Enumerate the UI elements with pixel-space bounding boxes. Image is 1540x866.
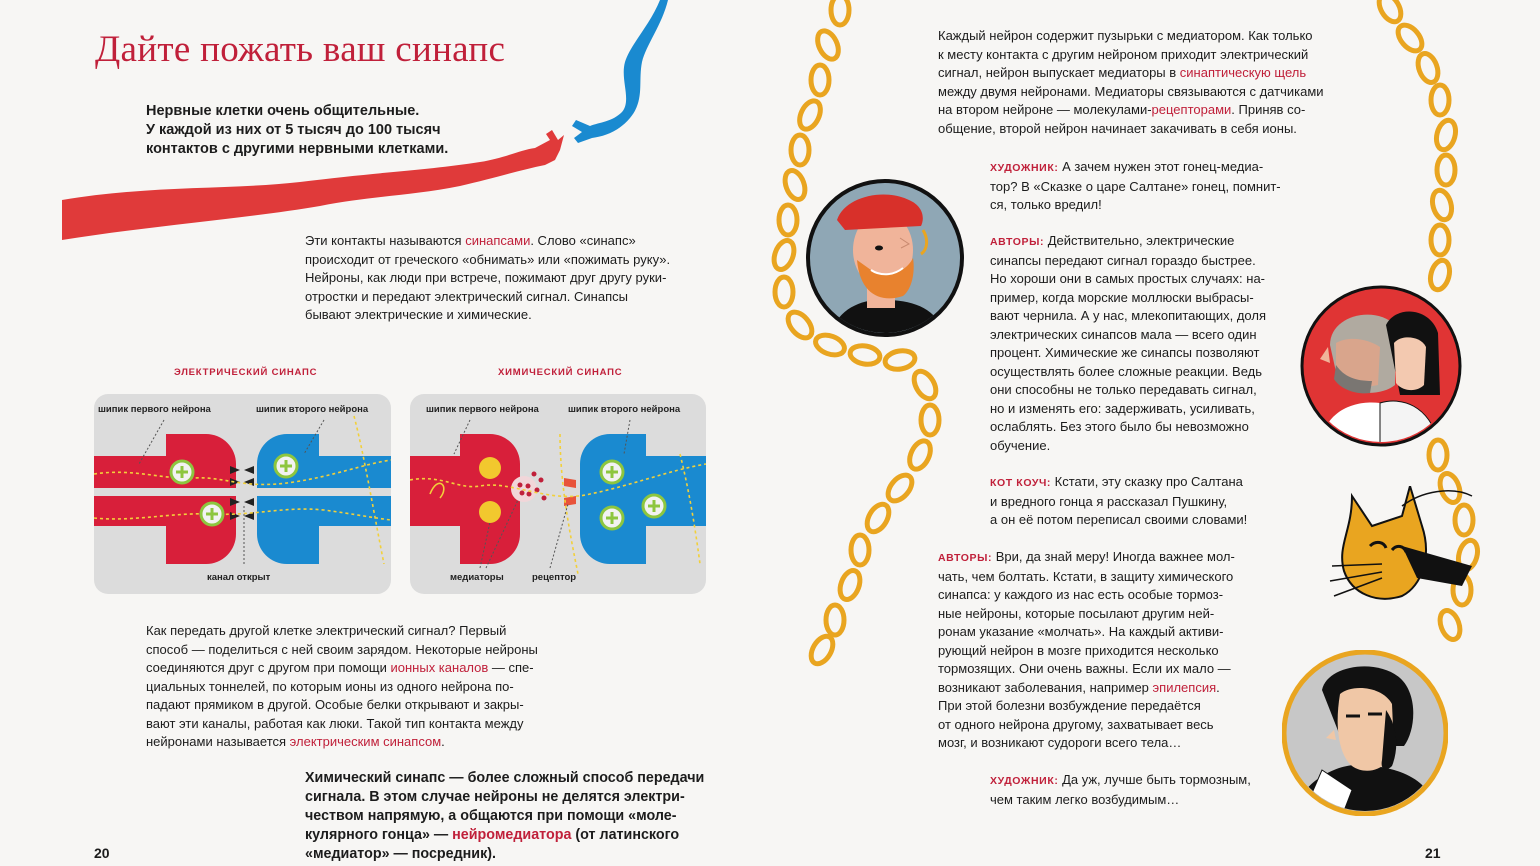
term-epilepsy: эпилепсия <box>1152 679 1217 695</box>
electric-synapse-heading: ЭЛЕКТРИЧЕСКИЙ СИНАПС <box>174 367 318 378</box>
electric-synapse-diagram <box>94 394 391 594</box>
label-mediators: медиаторы <box>450 572 504 583</box>
chemical-synapse-paragraph: Химический синапс — более сложный способ передачи сигнала. В этом случае нейроны не делятся электри- чеством напрямую, а общаются при помощи «моле- кулярного гонца» — нейромедиатора (от латинского «медиатор» — посредник). <box>305 770 705 862</box>
speaker-label: ХУДОЖНИК: <box>990 162 1059 174</box>
lead-line: контактов с другими нервными клетками. <box>146 141 449 157</box>
label-second-spine: шипик второго нейрона <box>256 404 369 415</box>
label-receptor: рецептор <box>532 572 577 583</box>
pushkin-portrait-icon <box>1282 650 1448 816</box>
term-synapses: синапсами <box>465 233 531 248</box>
speaker-label: АВТОРЫ: <box>938 552 993 564</box>
chemical-synapse-heading: ХИМИЧЕСКИЙ СИНАПС <box>498 367 623 378</box>
term-receptors: рецепторами <box>1151 102 1232 117</box>
dialogue-cat-coach: КОТ КОУЧ: Кстати, эту сказку про Салтана и вредного гонца я рассказал Пушкину, а он её потом переписал своими словами! <box>990 474 1248 527</box>
label-second-spine: шипик второго нейрона <box>568 404 681 415</box>
authors-portrait-icon <box>1300 285 1462 447</box>
speaker-label: АВТОРЫ: <box>990 236 1045 248</box>
electric-synapse-paragraph: Как передать другой клетке электрический сигнал? Первый способ — поделиться с ней своим зарядом. Некоторые нейроны соединяются друг с другом при помощи ионных каналов — спе- циальных тоннелей, по которым ионы из одного нейрона по- падают прямиком в другой. Особые белки открывают и закры- вают эти каналы, работая как люки. Такой тип контакта между нейронами называется электрическим синапсом. <box>146 623 538 749</box>
dialogue-artist-2: ХУДОЖНИК: Да уж, лучше быть тормозным, чем таким легко возбудимым… <box>990 772 1251 807</box>
dialogue-authors-2: АВТОРЫ: Ври, да знай меру! Иногда важнее мол- чать, чем болтать. Кстати, в защиту химического синапса: у каждого из нас есть особые тормоз- ные нейроны, которые посылают другим ней- ронам указание «молчать». На каждый активи- рующий нейрон в мозге приходится несколько тормозящих. Они очень важны. Если их мало — возникают заболевания, например эпилепсия. При этой болезни возбуждение передаётся от одного нейрона другому, захватывает весь мозг, и возникают судороги всего тела… <box>938 549 1235 750</box>
label-first-spine: шипик первого нейрона <box>426 404 539 415</box>
lead-line: Нервные клетки очень общительные. <box>146 103 420 119</box>
chemical-synapse-diagram <box>410 394 706 594</box>
page-title: Дайте пожать ваш синапс <box>95 29 506 70</box>
term-electric-synapse: электрическим синапсом <box>289 734 442 749</box>
speaker-label: КОТ КОУЧ: <box>990 477 1052 489</box>
artist-portrait-icon <box>805 178 965 338</box>
intro-paragraph: Эти контакты называются синапсами. Слово «синапс» происходит от греческого «обнимать» или «пожимать руку». Нейроны, как люди при встрече, пожимают друг другу руки- отростки и передают электрический сигнал. Синапсы бывают электрические и химические. <box>305 233 671 322</box>
label-first-spine: шипик первого нейрона <box>98 404 211 415</box>
dialogue-artist-1: ХУДОЖНИК: А зачем нужен этот гонец-медиа- тор? В «Сказке о царе Салтане» гонец, помнит- ся, только вредил! <box>990 159 1281 212</box>
lead-line: У каждой из них от 5 тысяч до 100 тысяч <box>146 122 441 138</box>
page-number-right: 21 <box>1425 845 1441 861</box>
right-intro-paragraph: Каждый нейрон содержит пузырьки с медиатором. Как только к месту контакта с другим нейроном приходит электрический сигнал, нейрон выпускает медиаторы в синаптическую щель между двумя нейронами. Медиаторы связываются с датчиками на втором нейроне — молекулами-рецепторами. Приняв со- общение, второй нейрон начинает закачивать в себя ионы. <box>938 28 1324 136</box>
term-neuromediator: нейромедиатора <box>452 827 572 843</box>
lead-paragraph <box>146 102 448 159</box>
label-channel-open: канал открыт <box>207 572 271 583</box>
cat-coach-icon <box>1322 486 1482 616</box>
blue-arm-icon <box>572 0 668 143</box>
term-ion-channels: ионных каналов <box>390 660 489 675</box>
page-number-left: 20 <box>94 845 110 861</box>
dialogue-authors-1: АВТОРЫ: Действительно, электрические синапсы передают сигнал гораздо быстрее. Но хороши они в самых простых случаях: на- пример, когда морские моллюски выбрасы- вают чернила. А у нас, млекопитающих, доля электрических синапсов мала — всего один процент. Химические же синапсы позволяют осуществлять более сложные реакции. Ведь они способны не только передавать сигнал, но и изменять его: задерживать, усиливать, ослаблять. Без этого было бы невозможно обучение. <box>990 233 1267 453</box>
speaker-label: ХУДОЖНИК: <box>990 775 1059 787</box>
chain-illustration <box>760 0 960 866</box>
term-synaptic-cleft: синаптическую щель <box>1179 65 1307 80</box>
